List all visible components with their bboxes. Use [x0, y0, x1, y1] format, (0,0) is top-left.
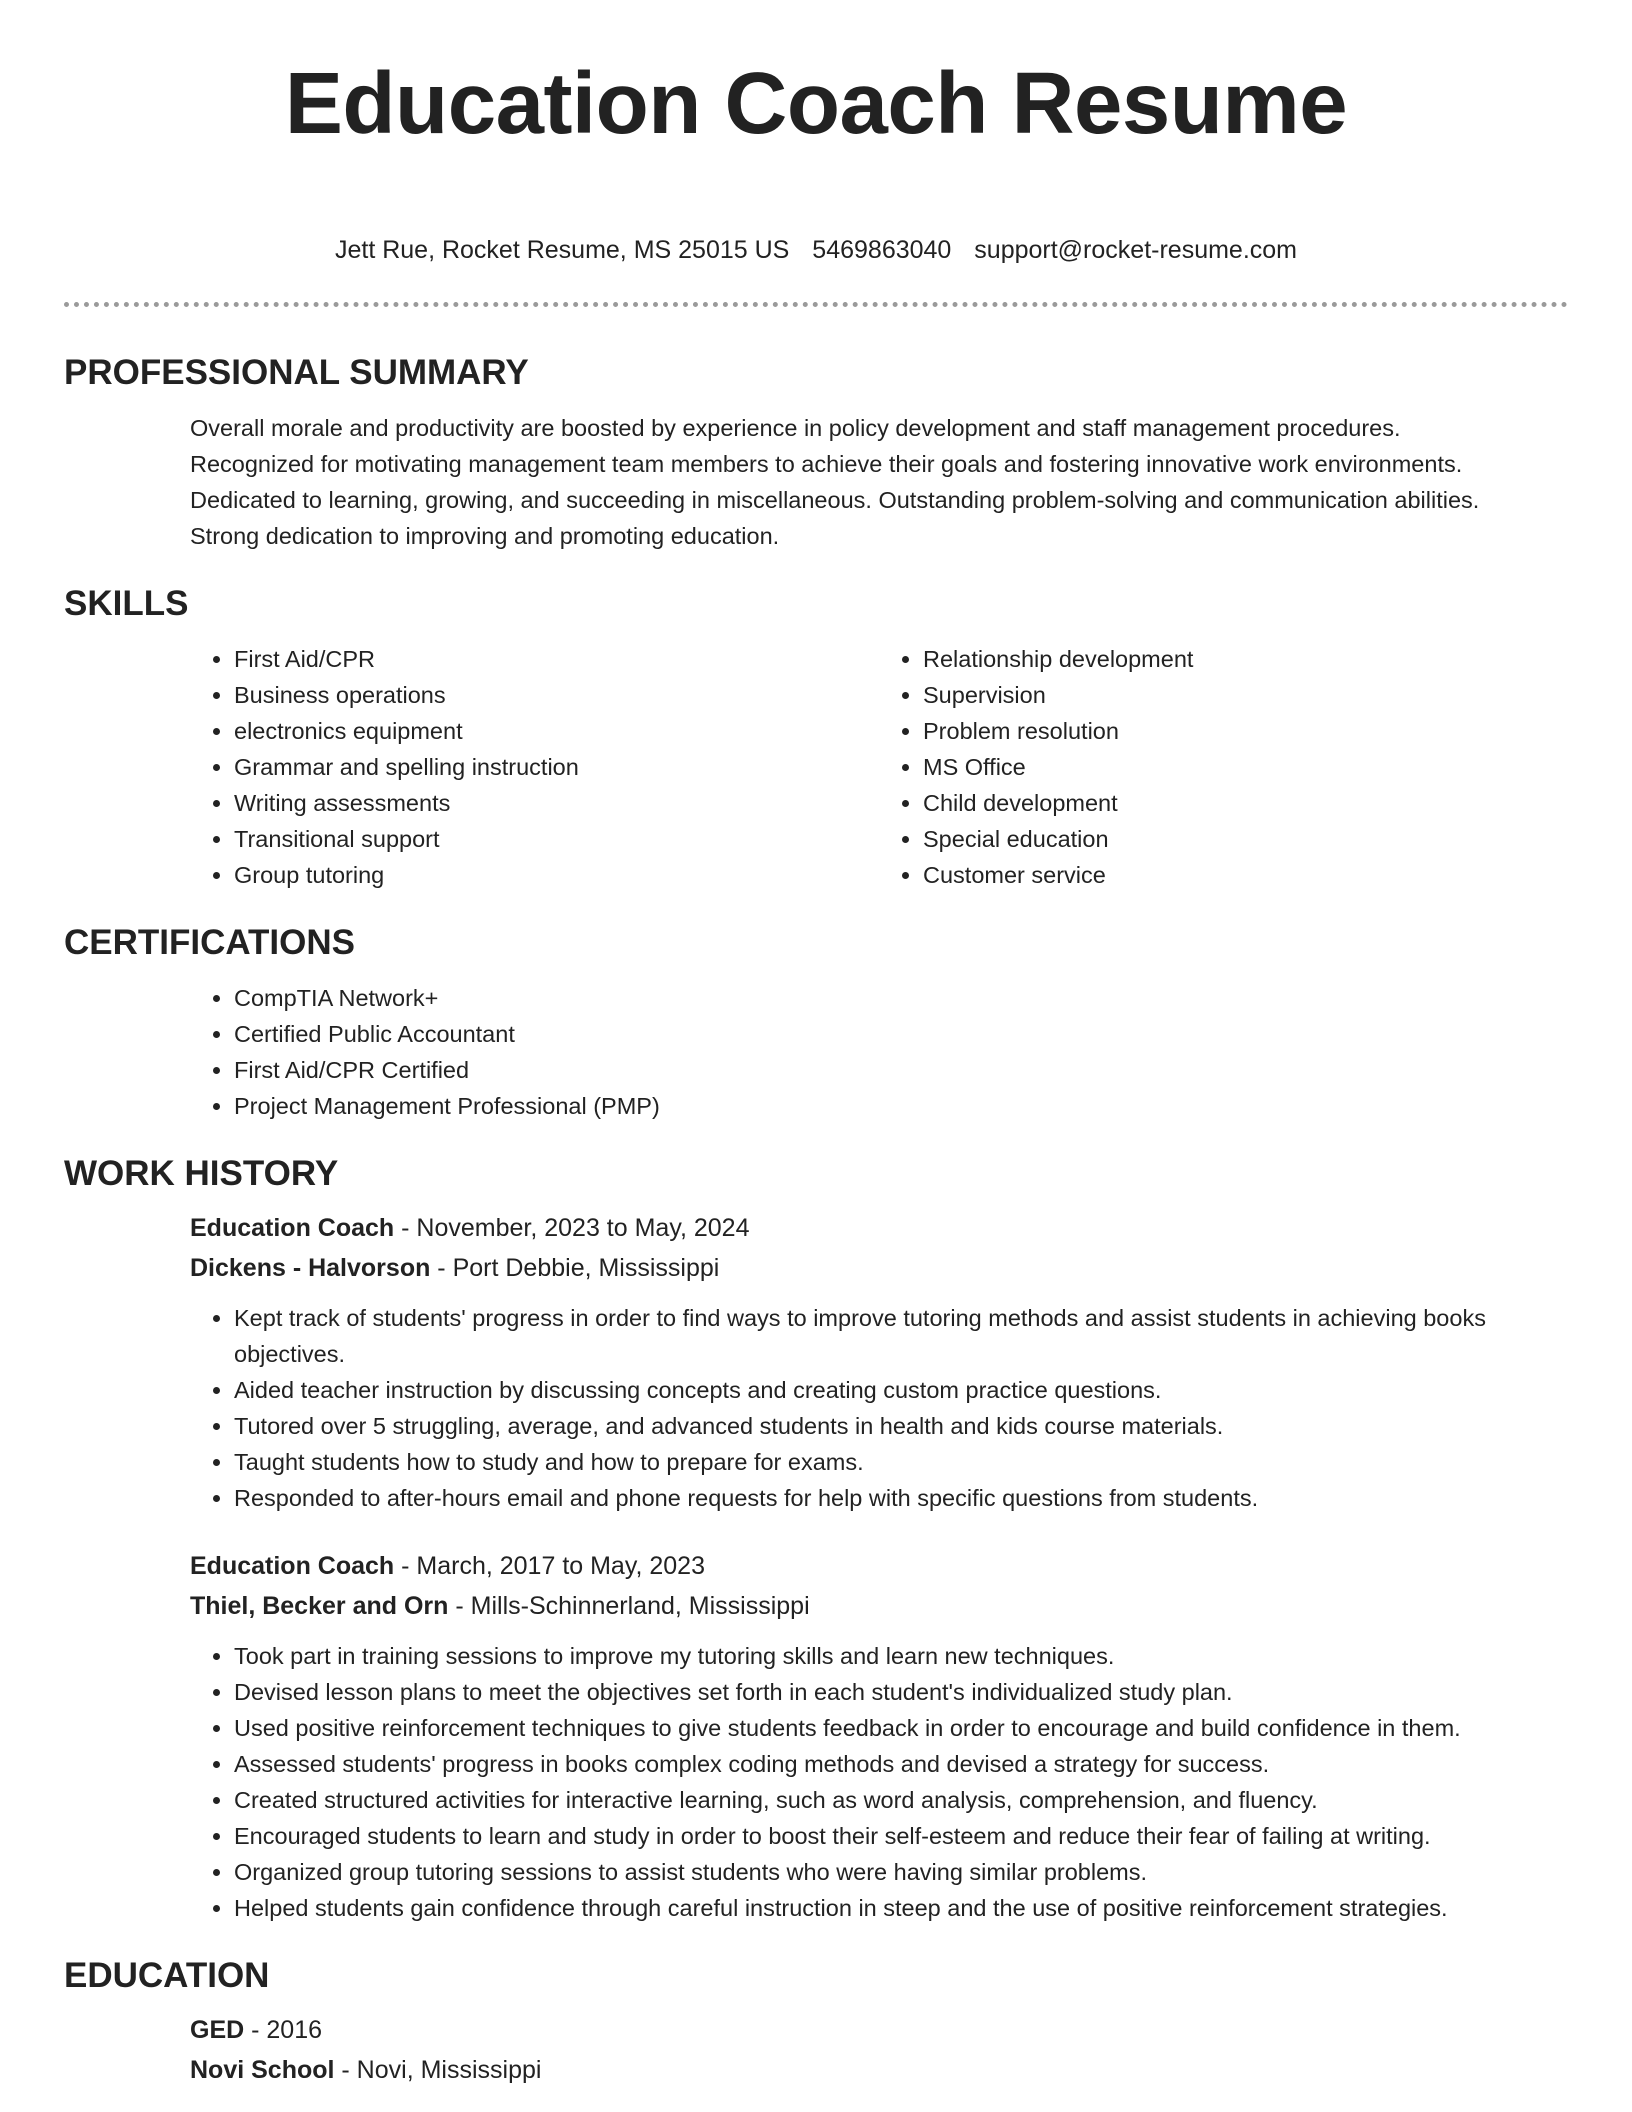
skills-column-right	[879, 641, 1568, 893]
education-school-line	[190, 2050, 1568, 2090]
education-school: Novi School	[190, 2056, 335, 2084]
job-title-line	[190, 1546, 1568, 1586]
summary-text	[190, 410, 1568, 554]
certification-item: • CompTIA Network+	[234, 980, 1568, 1016]
job-company: Dickens - Halvorson	[190, 1254, 431, 1282]
job-company-line	[190, 1248, 1568, 1288]
certification-item: • First Aid/CPR Certified	[234, 1052, 1568, 1088]
contact-line	[64, 232, 1568, 268]
skill-item: • electronics equipment	[234, 713, 879, 749]
job-bullet: • Encouraged students to learn and study in order to boost their self-esteem and reduce their fear of failing at writing.	[234, 1818, 1568, 1854]
summary-line: Dedicated to learning, growing, and succeeding in miscellaneous. Outstanding problem-solving and communication abilities.	[190, 487, 1480, 513]
skill-item: • Group tutoring	[234, 857, 879, 893]
contact-email: support@rocket-resume.com	[974, 236, 1298, 264]
education-location: - Novi, Mississippi	[334, 2056, 542, 2084]
job-bullet: • Aided teacher instruction by discussing concepts and creating custom practice questions.	[234, 1372, 1568, 1408]
skills-list	[190, 641, 1568, 893]
header-divider	[64, 302, 1568, 307]
skill-item: • Supervision	[923, 677, 1568, 713]
education-degree-line	[190, 2010, 1568, 2050]
summary-heading: PROFESSIONAL SUMMARY	[64, 353, 529, 392]
job-bullet: • Taught students how to study and how to prepare for exams.	[234, 1444, 1568, 1480]
skill-item: • Special education	[923, 821, 1568, 857]
education-degree: GED	[190, 2016, 245, 2044]
certifications-list	[190, 980, 1568, 1124]
skills-heading: SKILLS	[64, 584, 189, 623]
summary-line: Overall morale and productivity are boosted by experience in policy development and staff management procedures.	[190, 415, 1401, 441]
job-company-line	[190, 1586, 1568, 1626]
job-bullet: • Took part in training sessions to improve my tutoring skills and learn new techniques.	[234, 1638, 1568, 1674]
job-title-line	[190, 1208, 1568, 1248]
page-title: Education Coach Resume	[284, 55, 1348, 152]
job-bullet: • Created structured activities for interactive learning, such as word analysis, comprehension, and fluency.	[234, 1782, 1568, 1818]
skill-item: • MS Office	[923, 749, 1568, 785]
summary-line: Recognized for motivating management team members to achieve their goals and fostering innovative work environments.	[190, 451, 1463, 477]
job-bullet: • Organized group tutoring sessions to assist students who were having similar problems.	[234, 1854, 1568, 1890]
job-dates: - March, 2017 to May, 2023	[394, 1552, 705, 1580]
skill-item: • Grammar and spelling instruction	[234, 749, 879, 785]
skills-column-left	[190, 641, 879, 893]
skill-item: • Relationship development	[923, 641, 1568, 677]
job-title: Education Coach	[190, 1552, 395, 1580]
job-location: - Mills-Schinnerland, Mississippi	[448, 1592, 810, 1620]
contact-address: Jett Rue, Rocket Resume, MS 25015 US	[334, 236, 790, 264]
job-bullet: • Assessed students' progress in books complex coding methods and devised a strategy for success.	[234, 1746, 1568, 1782]
job-entry	[190, 1546, 1568, 1926]
skill-item: • Customer service	[923, 857, 1568, 893]
education-year: - 2016	[244, 2016, 323, 2044]
certification-item: • Certified Public Accountant	[234, 1016, 1568, 1052]
job-location: - Port Debbie, Mississippi	[430, 1254, 720, 1282]
contact-phone: 5469863040	[812, 236, 952, 264]
job-title: Education Coach	[190, 1214, 395, 1242]
skill-item: • Business operations	[234, 677, 879, 713]
education-entry	[190, 2010, 1568, 2090]
job-dates: - November, 2023 to May, 2024	[394, 1214, 750, 1242]
summary-line: Strong dedication to improving and promoting education.	[190, 523, 780, 549]
skill-item: • Problem resolution	[923, 713, 1568, 749]
job-bullet: • Tutored over 5 struggling, average, and advanced students in health and kids course materials.	[234, 1408, 1568, 1444]
certification-item: • Project Management Professional (PMP)	[234, 1088, 1568, 1124]
job-bullets	[190, 1638, 1568, 1926]
job-company: Thiel, Becker and Orn	[190, 1592, 449, 1620]
skill-item: • Transitional support	[234, 821, 879, 857]
skill-item: • Writing assessments	[234, 785, 879, 821]
job-bullet: • Responded to after-hours email and phone requests for help with specific questions from students.	[234, 1480, 1568, 1516]
skill-item: • Child development	[923, 785, 1568, 821]
job-bullet: • Used positive reinforcement techniques to give students feedback in order to encourage and build confidence in them.	[234, 1710, 1568, 1746]
certifications-heading: CERTIFICATIONS	[64, 923, 356, 962]
work-history-heading: WORK HISTORY	[64, 1154, 339, 1193]
job-entry	[190, 1208, 1568, 1516]
job-bullet: • Helped students gain confidence through careful instruction in steep and the use of positive reinforcement strategies.	[234, 1890, 1568, 1926]
skill-item: • First Aid/CPR	[234, 641, 879, 677]
education-heading: EDUCATION	[64, 1956, 270, 1995]
job-bullet: • Kept track of students' progress in order to find ways to improve tutoring methods and assist students in achieving books objectives.	[234, 1300, 1568, 1372]
job-bullet: • Devised lesson plans to meet the objectives set forth in each student's individualized study plan.	[234, 1674, 1568, 1710]
job-bullets	[190, 1300, 1568, 1516]
